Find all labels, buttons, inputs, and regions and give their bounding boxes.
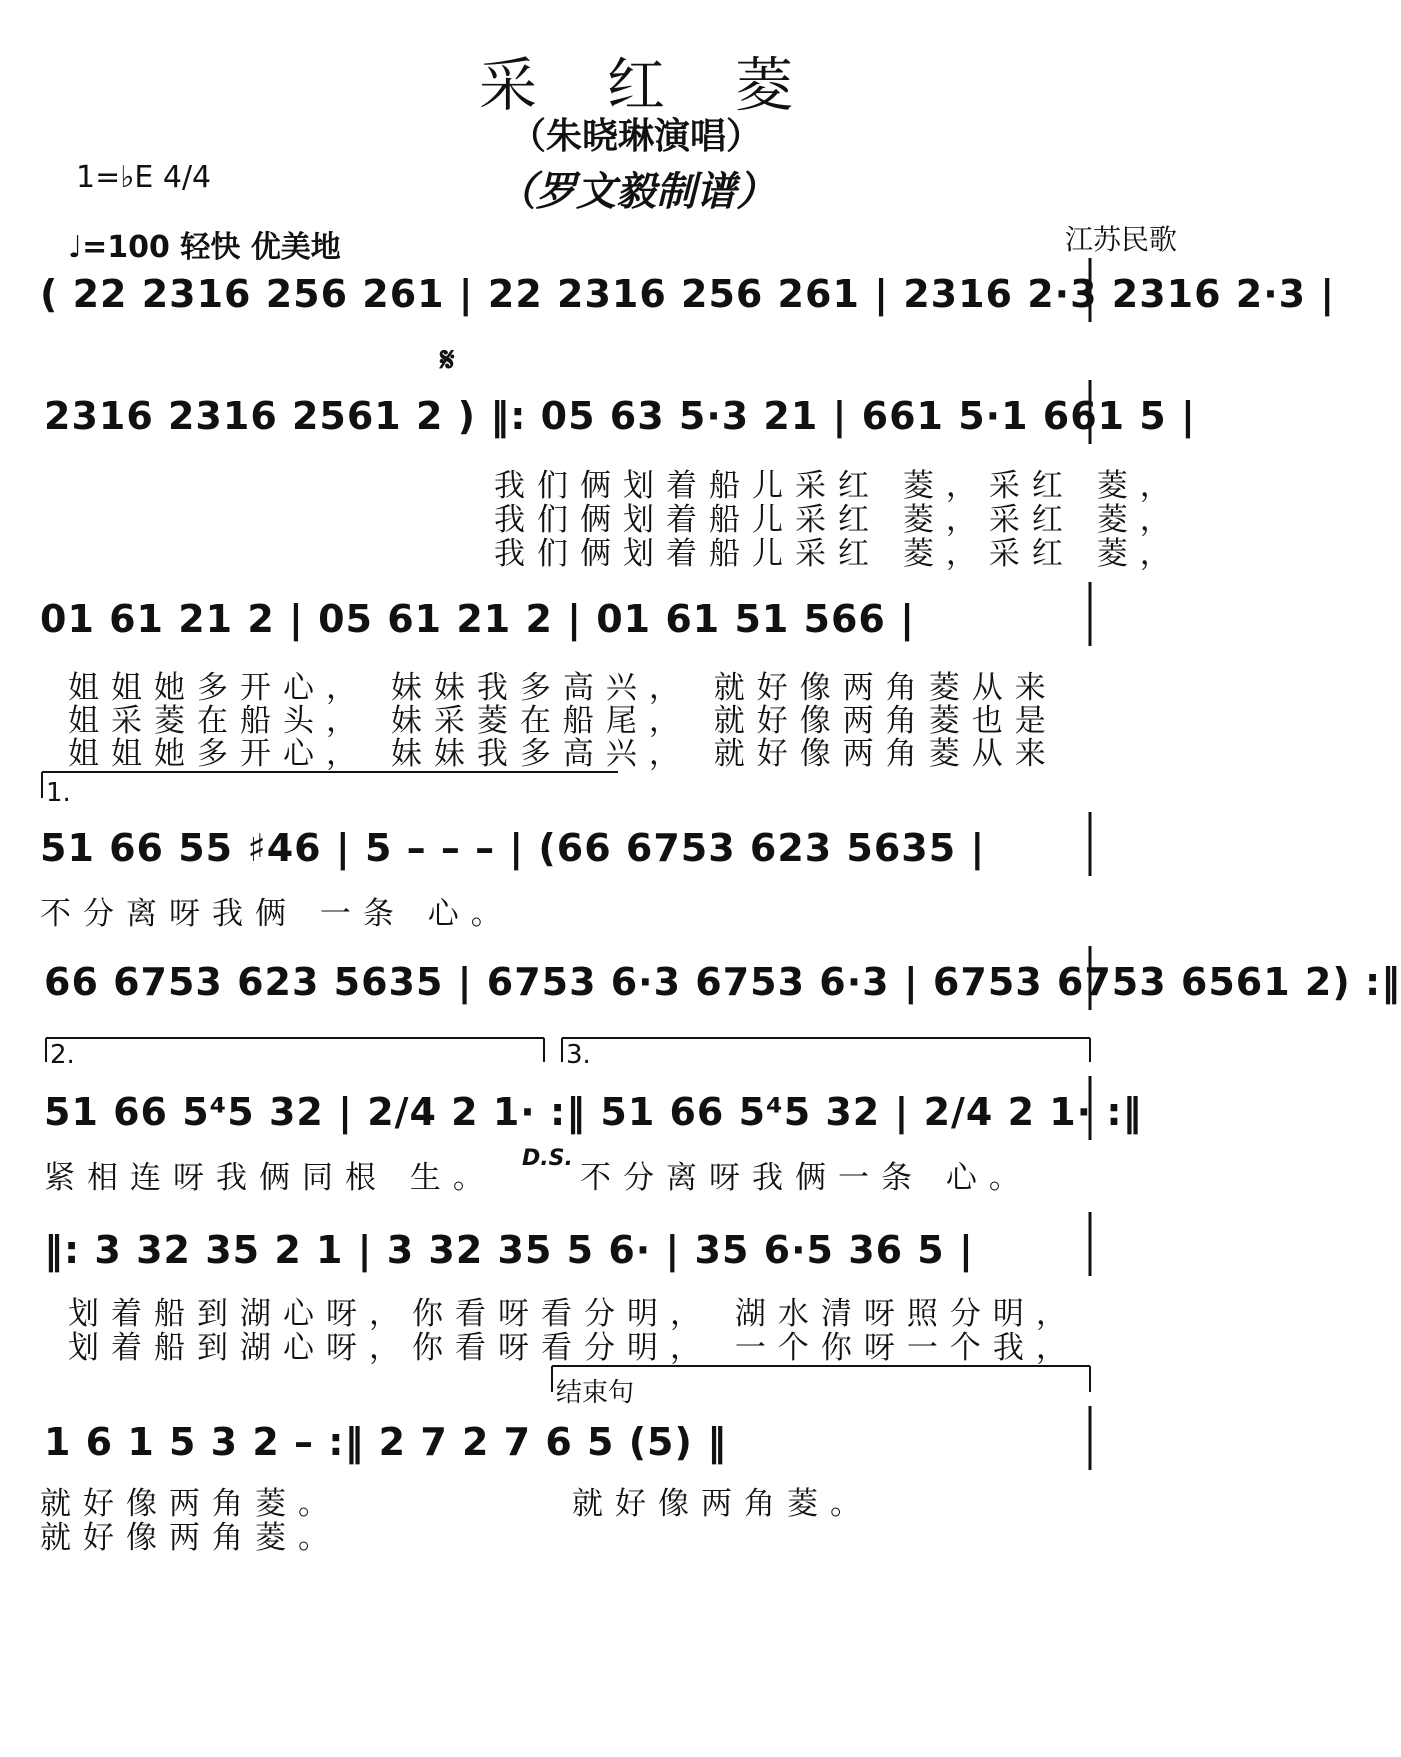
lyric-line: 就好像两角菱。 <box>40 1520 341 1556</box>
lyric-line: 不分离呀我俩一条 心。 <box>580 1160 1032 1196</box>
ending-phrase-label: 结束句 <box>556 1378 635 1408</box>
score-row-3: 01 61 21 2 | 05 61 21 2 | 01 61 51 566 | <box>40 597 915 641</box>
lyric-line: 划着船到湖心呀，你看呀看分明， 湖水清呀照分明， <box>68 1296 1079 1332</box>
lyric-line: 我们俩划着船儿采红 菱，采红 菱， <box>494 468 1183 504</box>
song-title: 采红菱 <box>478 51 863 119</box>
lyric-line: 紧相连呀我俩同根 生。 <box>44 1160 496 1196</box>
score-row-7: ‖: 3 32 35 2 1 | 3 32 35 5 6· | 35 6·5 36 5 | <box>44 1228 974 1272</box>
score-row-2: 2316 2316 2561 2 ) ‖: 05 63 5·3 21 | 661 5·1 661 5 | <box>44 394 1196 438</box>
lyric-line: 就好像两角菱。 <box>40 1486 341 1522</box>
tempo-marking: ♩=100 轻快 优美地 <box>68 230 341 265</box>
lyric-line: 姐姐她多开心， 妹妹我多高兴， 就好像两角菱从来 <box>68 736 1058 772</box>
score-row-4: 51 66 55 ♯46 | 5 – – – | (66 6753 623 5635 | <box>40 826 986 870</box>
score-row-5: 66 6753 623 5635 | 6753 6·3 6753 6·3 | 6753 6753 6561 2) :‖ <box>44 960 1401 1004</box>
volta-1-label: 1. <box>46 778 71 808</box>
lyric-line: 不分离呀我俩 一条 心。 <box>40 896 514 932</box>
origin-label: 江苏民歌 <box>1065 223 1178 256</box>
volta-2-label: 2. <box>50 1040 75 1070</box>
lyric-line: 姐姐她多开心， 妹妹我多高兴， 就好像两角菱从来 <box>68 670 1058 706</box>
performer-credit: （朱晓琳演唱） <box>509 116 762 157</box>
volta-3-label: 3. <box>566 1040 591 1070</box>
key-signature: 1=♭E 4/4 <box>76 160 212 195</box>
score-row-8: 1 6 1 5 3 2 – :‖ 2 7 2 7 6 5 (5) ‖ <box>44 1420 728 1464</box>
lyric-line: 就好像两角菱。 <box>572 1486 873 1522</box>
lyric-line: 姐采菱在船头， 妹采菱在船尾， 就好像两角菱也是 <box>68 703 1058 739</box>
lyric-line: 我们俩划着船儿采红 菱，采红 菱， <box>494 502 1183 538</box>
lyric-line: 我们俩划着船儿采红 菱，采红 菱， <box>494 536 1183 572</box>
lyric-line: 划着船到湖心呀，你看呀看分明， 一个你呀一个我， <box>68 1330 1079 1366</box>
dal-segno-marking: D.S. <box>522 1146 573 1171</box>
segno-sign: 𝄋 <box>440 340 456 380</box>
arranger-credit: （罗文毅制谱） <box>496 168 776 215</box>
score-row-1: ( 22 2316 256 261 | 22 2316 256 261 | 2316 2·3 2316 2·3 | <box>40 272 1336 316</box>
score-row-6: 51 66 5⁴5 32 | 2/4 2 1· :‖ 51 66 5⁴5 32 | 2/4 2 1· :‖ <box>44 1090 1143 1134</box>
